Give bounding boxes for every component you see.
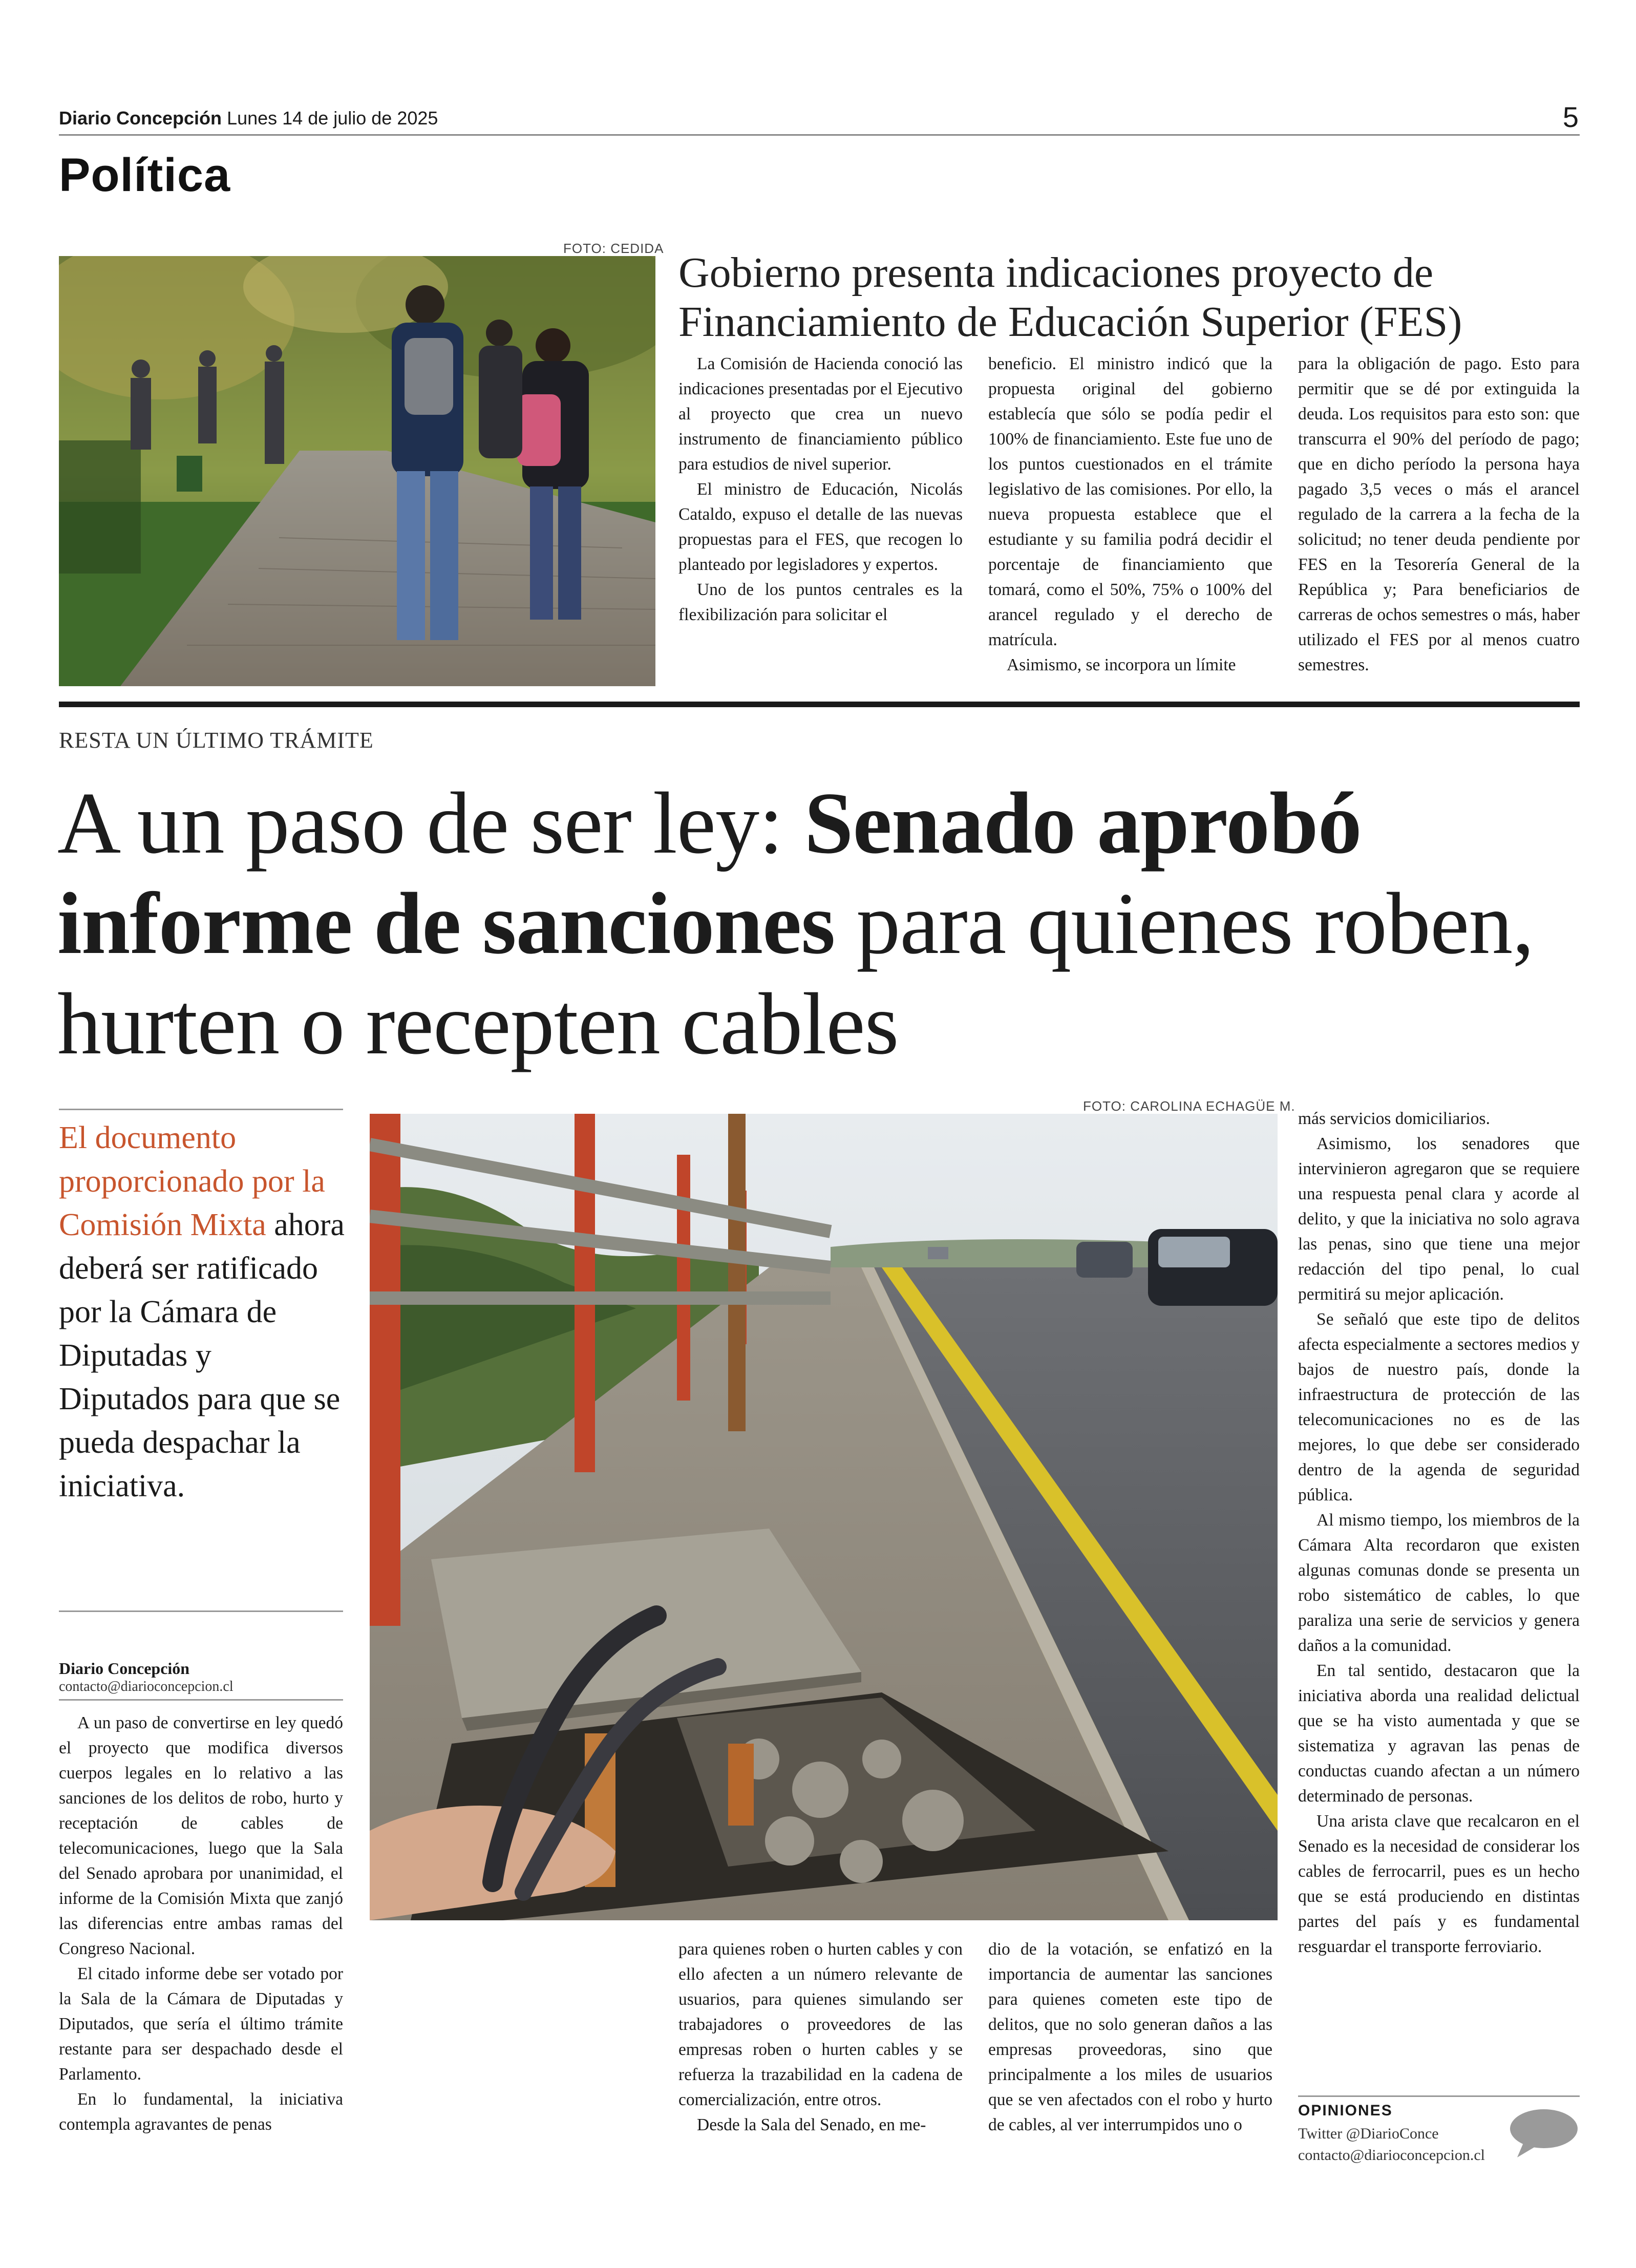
headline-part-2: para quienes roben, hurten o recepten cables: [57, 875, 1534, 1073]
summary-top-rule: [59, 1109, 343, 1110]
headline-bold: Senado aprobó informe de sanciones: [57, 775, 1362, 972]
header-divider: [59, 134, 1580, 136]
cable-theft-photo: [370, 1114, 1278, 1920]
headline-part-1: A un paso de ser ley:: [57, 775, 804, 872]
top-article-col-2: [988, 351, 1272, 677]
paragraph: El ministro de Educación, Nicolás Cataldo, expuso el detalle de las nuevas propuestas para el FES, que recogen lo planteado por legisladores y expertos.: [678, 480, 963, 574]
paragraph: dio de la votación, se enfatizó en la importancia de aumentar las sanciones para quienes cometen este tipo de delitos, que no solo generan daños a las empresas proveedoras, sino que principalmente a los miles de usuarios que se ven afectados con el robo y hurto de cables, al ver interrumpidos uno o: [988, 1940, 1272, 2134]
paragraph: En lo fundamental, la iniciativa contempla agravantes de penas: [59, 2090, 343, 2134]
opinions-title: OPINIONES: [1298, 2102, 1393, 2119]
top-article-col-3: [1298, 351, 1580, 677]
paragraph: El citado informe debe ser votado por la Sala de la Cámara de Diputadas y Diputados, que sería el último trámite restante para ser despachado desde el Parlamento.: [59, 1964, 343, 2084]
section-title: Política: [59, 149, 231, 201]
paragraph: Al mismo tiempo, los miembros de la Cámara Alta recordaron que existen algunas comunas donde se presenta un robo sistemático de cables, lo que paraliza una serie de servicios y genera daños a la comunidad.: [1298, 1511, 1580, 1655]
paragraph: Asimismo, los senadores que intervinieron agregaron que se requiere una respuesta penal clara y acorde al delito, y que la iniciativa no solo agrava las penas, sino que tiene una mejor redacción del tipo penal, lo cual permitirá su mejor aplicación.: [1298, 1134, 1580, 1304]
top-article-col-1: [678, 351, 963, 627]
publication-name: Diario Concepción: [59, 108, 222, 129]
paragraph: Desde la Sala del Senado, en me-: [697, 2115, 926, 2134]
paragraph: beneficio. El ministro indicó que la propuesta original del gobierno establecía que sólo se podía pedir el 100% de financiamiento. Este fue uno de los puntos cuestionados en el trámite legislativo de las comisiones. Por ello, la nueva propuesta establece que el estudiante y su familia podrá decidir el porcentaje de financiamiento que tomará, como el 50%, 75% o 100% del arancel regulado y el derecho de matrícula.: [988, 354, 1272, 649]
byline-name: Diario Concepción: [59, 1659, 190, 1678]
photo-credit-main: FOTO: CAROLINA ECHAGÜE M.: [1083, 1098, 1295, 1114]
paragraph: En tal sentido, destacaron que la iniciativa aborda una realidad delictual que se ha visto aumentada y que se sistematiza y agravan las penas de conductas cuando afectan a un número determinado de personas.: [1298, 1661, 1580, 1806]
paragraph: más servicios domiciliarios.: [1298, 1109, 1490, 1128]
section-divider: [59, 702, 1580, 707]
paragraph: Se señaló que este tipo de delitos afecta especialmente a sectores medios y bajos de nuestro país, donde la infraestructura de protección de las telecomunicaciones no es de las mejores, lo que debe ser considerado dentro de la agenda de seguridad pública.: [1298, 1310, 1580, 1504]
main-article-col-1: [59, 1710, 343, 2137]
top-article-title: Gobierno presenta indicaciones proyecto de Financiamiento de Educación Superior (FES): [678, 249, 1462, 346]
opinions-twitter[interactable]: Twitter @DiarioConce: [1298, 2125, 1439, 2142]
main-article-headline: [57, 773, 1583, 1074]
summary-highlight: El documento proporcionado por la Comisión Mixta: [59, 1120, 325, 1242]
opinions-email[interactable]: contacto@diarioconcepcion.cl: [1298, 2147, 1485, 2164]
paragraph: para quienes roben o hurten cables y con ello afecten a un número relevante de usuarios, para quienes simulando ser trabajadores o proveedores de las empresas roben o hurten cables y se refuerza la trazabilidad en la cadena de comercialización, entre otros.: [678, 1940, 963, 2109]
paragraph: Una arista clave que recalcaron en el Senado es la necesidad de considerar los cables de ferrocarril, pues es un hecho que se está produciendo en distintas partes del país y es fundamental resguardar el transporte ferroviario.: [1298, 1812, 1580, 1956]
main-article-col-3: [988, 1937, 1272, 2137]
paragraph: Uno de los puntos centrales es la flexibilización para solicitar el: [678, 580, 963, 624]
summary-bottom-rule: [59, 1610, 343, 1612]
main-article-col-4: [1298, 1106, 1580, 1959]
publication-date: Lunes 14 de julio de 2025: [227, 108, 438, 129]
header-publication: [59, 108, 438, 129]
byline-rule: [59, 1699, 343, 1701]
students-photo: [59, 256, 655, 686]
main-article-col-2: [678, 1937, 963, 2137]
main-article-kicker: RESTA UN ÚLTIMO TRÁMITE: [59, 728, 374, 753]
summary-rest: ahora deberá ser ratificado por la Cámara de Diputadas y Diputados para que se pueda despachar la iniciativa.: [59, 1207, 345, 1503]
paragraph: Asimismo, se incorpora un límite: [1007, 655, 1236, 674]
paragraph: A un paso de convertirse en ley quedó el proyecto que modifica diversos cuerpos legales en lo relativo a las sanciones de los delitos de robo, hurto y receptación de cables de telecomunicaciones, luego que la Sala del Senado aprobara por unanimidad, el informe de la Comisión Mixta que zanjó las diferencias entre ambas ramas del Congreso Nacional.: [59, 1713, 343, 1958]
speech-bubble-icon: [1508, 2107, 1580, 2161]
photo-credit-top: FOTO: CEDIDA: [563, 241, 664, 256]
opinions-rule: [1298, 2095, 1580, 2097]
paragraph: La Comisión de Hacienda conoció las indicaciones presentadas por el Ejecutivo al proyecto que crea un nuevo instrumento de financiamiento público para estudios de nivel superior.: [678, 354, 963, 474]
byline-email: contacto@diarioconcepcion.cl: [59, 1679, 233, 1694]
paragraph: para la obligación de pago. Esto para permitir que se dé por extinguida la deuda. Los requisitos para esto son: que transcurra el 90% del período de pago; que en dicho período la persona haya pagado 3,5 veces o más el arancel regulado de la carrera a la fecha de la solicitud; no tener deuda pendiente por FES en la Tesorería General de la República y; Para beneficiarios de carreras de ochos semestres o más, haber utilizado el FES por al menos cuatro semestres.: [1298, 354, 1580, 674]
page-number: 5: [1562, 101, 1579, 133]
article-summary: [59, 1116, 346, 1508]
